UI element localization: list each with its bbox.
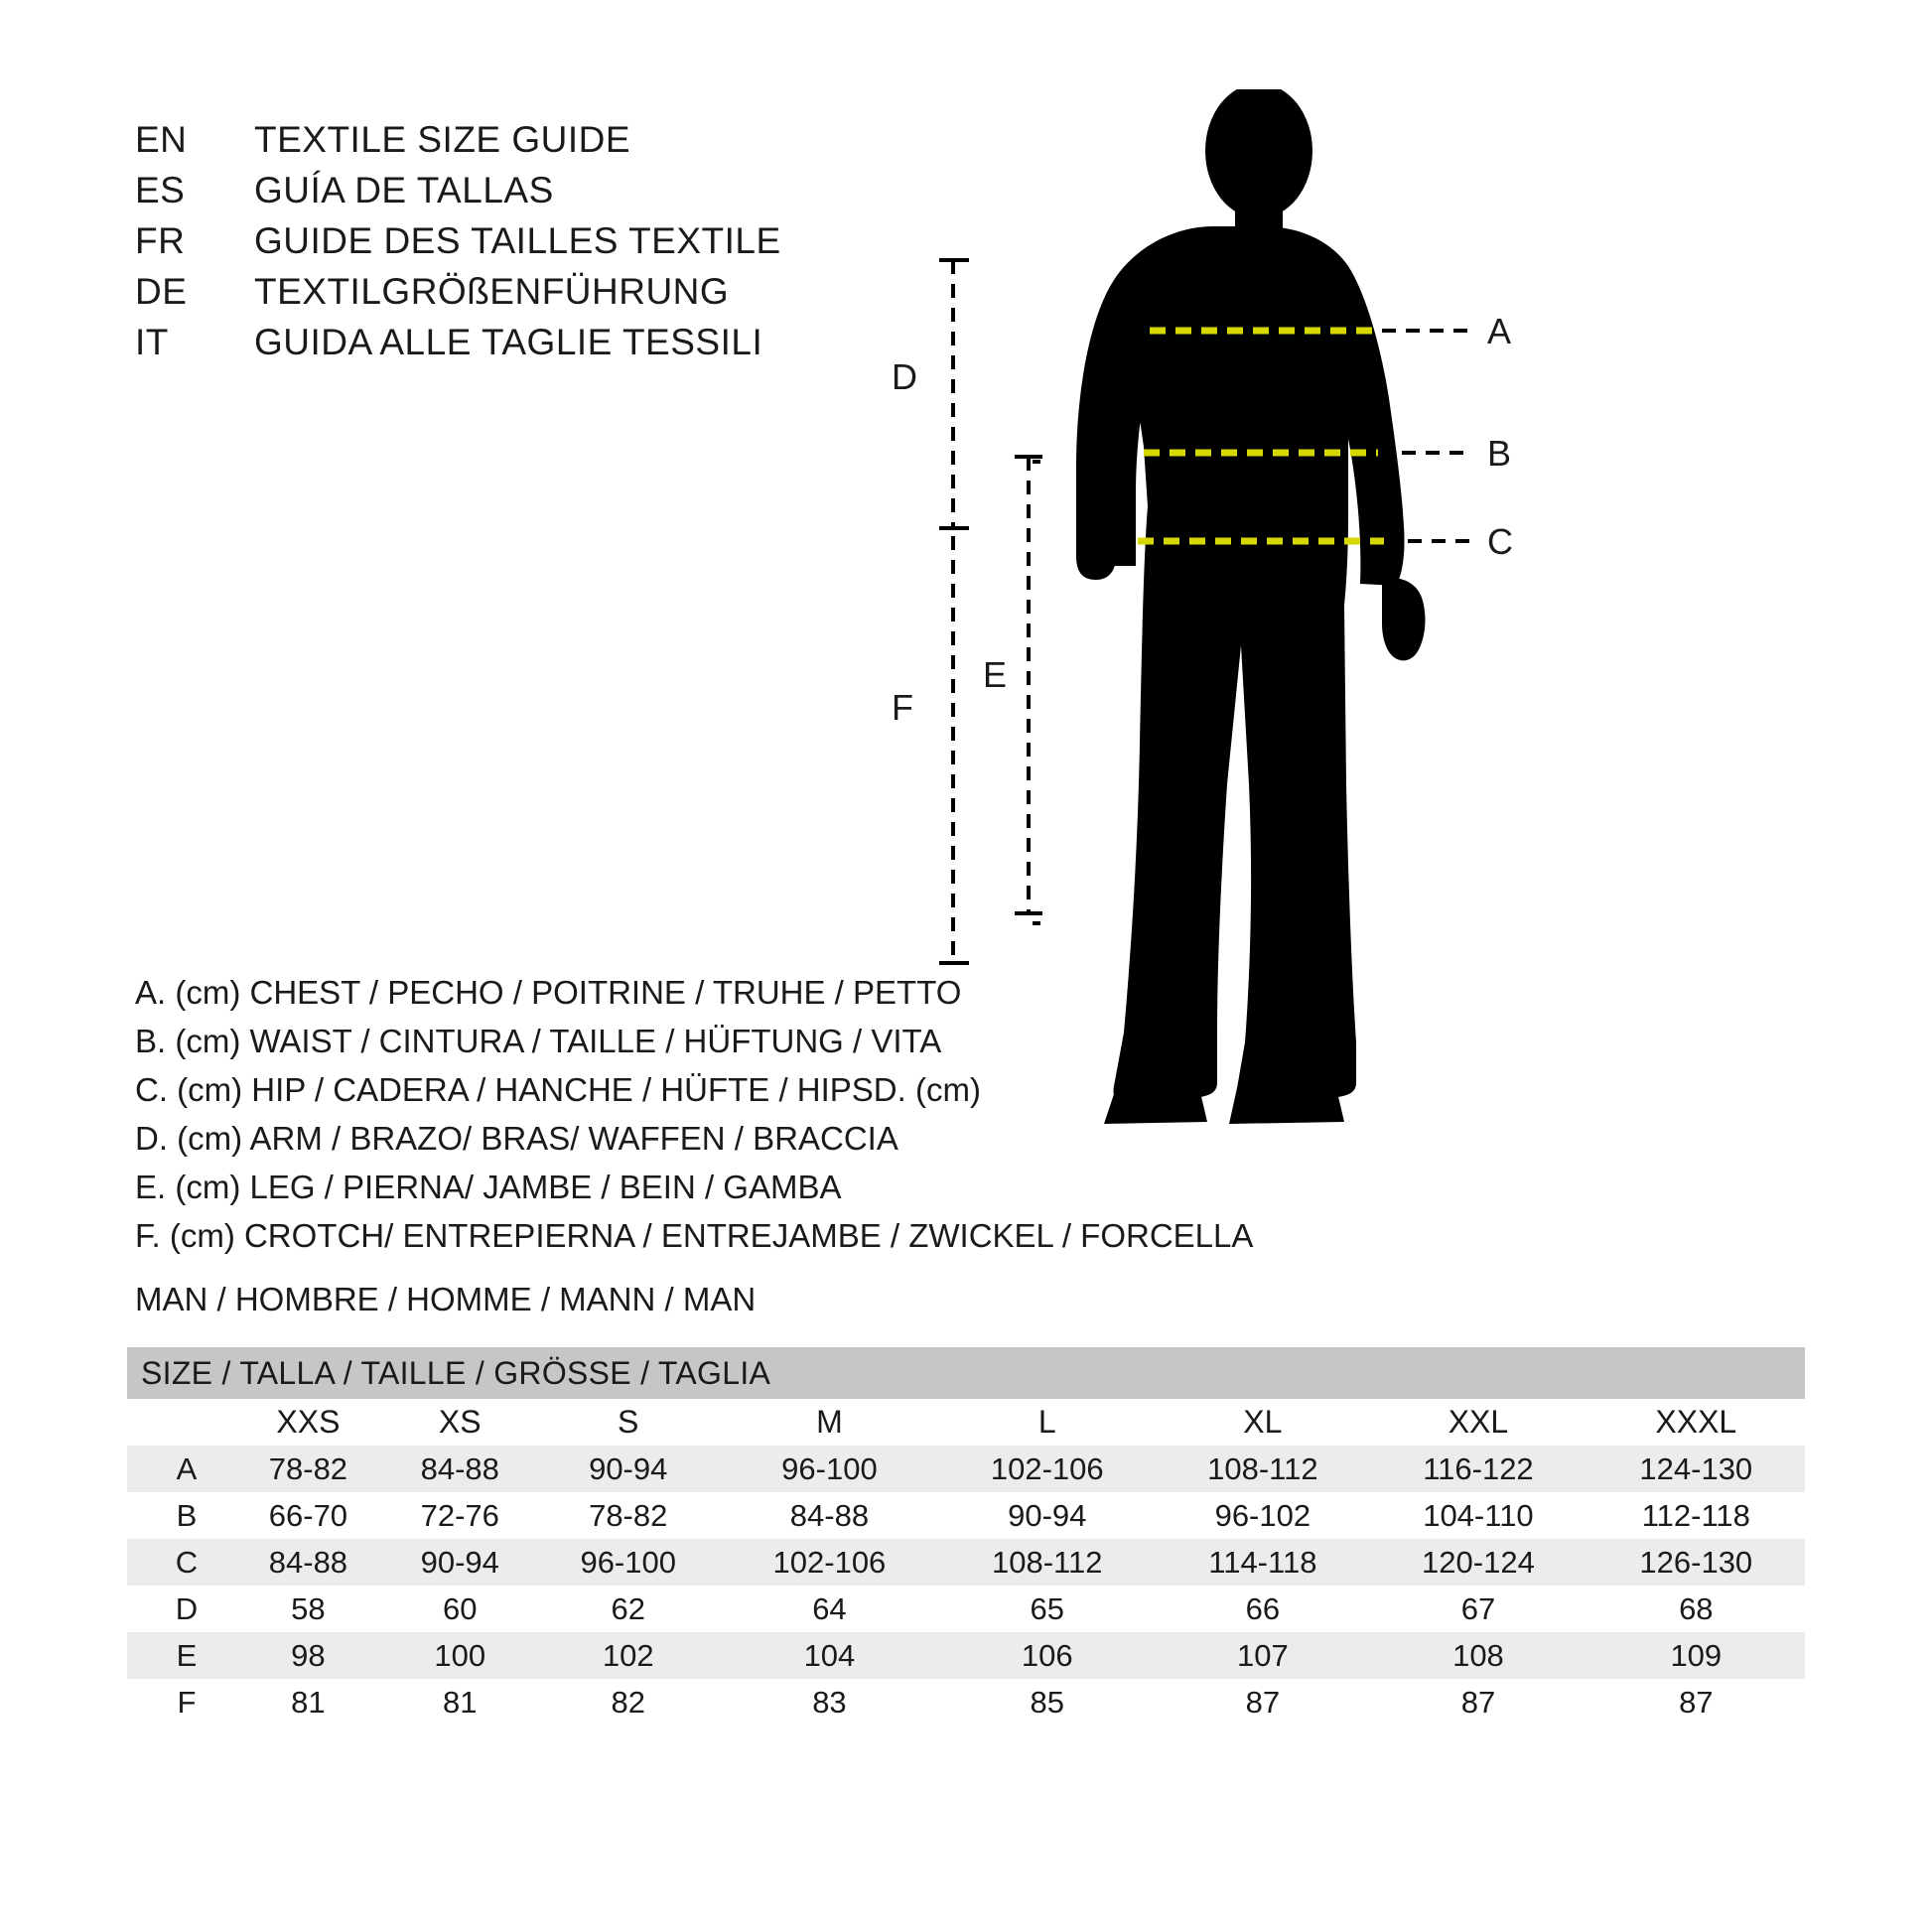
size-table-wrapper [127, 1347, 1805, 1725]
size-diagram [1033, 89, 1896, 1291]
cell-e-xl: 107 [1156, 1632, 1369, 1679]
language-title: GUIDA ALLE TAGLIE TESSILI [254, 322, 763, 362]
row-key-d: D [127, 1586, 232, 1632]
label-f-text: F [892, 687, 913, 728]
cell-f-xxxl: 87 [1587, 1679, 1805, 1725]
dimension-guides [814, 179, 1112, 1191]
cell-b-xs: 72-76 [384, 1492, 536, 1539]
language-code: EN [135, 119, 188, 160]
cell-a-l: 102-106 [938, 1446, 1156, 1492]
size-header-m: M [721, 1399, 938, 1446]
language-row [135, 119, 949, 170]
row-key-e: E [127, 1632, 232, 1679]
gender-label: MAN / HOMBRE / HOMME / MANN / MAN [135, 1281, 757, 1317]
table-row [127, 1446, 1805, 1492]
row-key-f: F [127, 1679, 232, 1725]
cell-e-l: 106 [938, 1632, 1156, 1679]
cell-f-l: 85 [938, 1679, 1156, 1725]
size-header-xl: XL [1156, 1399, 1369, 1446]
row-key-c: C [127, 1539, 232, 1586]
legend-item-d: D. (cm) ARM / BRAZO/ BRAS/ WAFFEN / BRACCIA [135, 1120, 898, 1157]
cell-b-m: 84-88 [721, 1492, 938, 1539]
table-row [127, 1586, 1805, 1632]
cell-c-xl: 114-118 [1156, 1539, 1369, 1586]
cell-a-xxl: 116-122 [1369, 1446, 1587, 1492]
cell-c-xxs: 84-88 [232, 1539, 384, 1586]
cell-d-xl: 66 [1156, 1586, 1369, 1632]
language-title: GUIDE DES TAILLES TEXTILE [254, 220, 781, 261]
size-header-xxxl: XXXL [1587, 1399, 1805, 1446]
language-code: FR [135, 220, 186, 261]
table-band-title-row [127, 1347, 1805, 1399]
size-header-l: L [938, 1399, 1156, 1446]
language-code: ES [135, 170, 186, 210]
table-row [127, 1539, 1805, 1586]
cell-a-xxs: 78-82 [232, 1446, 384, 1492]
cell-f-xl: 87 [1156, 1679, 1369, 1725]
cell-d-l: 65 [938, 1586, 1156, 1632]
row-key-b: B [127, 1492, 232, 1539]
legend-item-f: F. (cm) CROTCH/ ENTREPIERNA / ENTREJAMBE / ZWICKEL / FORCELLA [135, 1217, 1254, 1254]
cell-d-m: 64 [721, 1586, 938, 1632]
table-header-corner [127, 1399, 232, 1446]
cell-e-s: 102 [536, 1632, 721, 1679]
cell-f-s: 82 [536, 1679, 721, 1725]
label-a: A [1487, 311, 1512, 351]
table-row [127, 1492, 1805, 1539]
cell-c-xxl: 120-124 [1369, 1539, 1587, 1586]
cell-b-l: 90-94 [938, 1492, 1156, 1539]
label-c: C [1487, 521, 1513, 562]
cell-a-xxxl: 124-130 [1587, 1446, 1805, 1492]
table-row [127, 1679, 1805, 1725]
cell-b-xxxl: 112-118 [1587, 1492, 1805, 1539]
cell-f-xxl: 87 [1369, 1679, 1587, 1725]
language-title: GUÍA DE TALLAS [254, 170, 554, 210]
table-band-title: SIZE / TALLA / TAILLE / GRÖSSE / TAGLIA [127, 1347, 1805, 1399]
label-b: B [1487, 433, 1512, 474]
legend-item-c: C. (cm) HIP / CADERA / HANCHE / HÜFTE / HIPSD. (cm) [135, 1071, 981, 1108]
cell-d-xxl: 67 [1369, 1586, 1587, 1632]
cell-b-xl: 96-102 [1156, 1492, 1369, 1539]
cell-c-s: 96-100 [536, 1539, 721, 1586]
size-header-xxs: XXS [232, 1399, 384, 1446]
size-header-xs: XS [384, 1399, 536, 1446]
cell-b-xxs: 66-70 [232, 1492, 384, 1539]
cell-b-xxl: 104-110 [1369, 1492, 1587, 1539]
language-title: TEXTILE SIZE GUIDE [254, 119, 631, 160]
cell-b-s: 78-82 [536, 1492, 721, 1539]
size-header-s: S [536, 1399, 721, 1446]
cell-c-xxxl: 126-130 [1587, 1539, 1805, 1586]
row-key-a: A [127, 1446, 232, 1492]
cell-d-s: 62 [536, 1586, 721, 1632]
man-silhouette-icon [1076, 89, 1425, 1124]
cell-e-m: 104 [721, 1632, 938, 1679]
cell-e-xxl: 108 [1369, 1632, 1587, 1679]
language-code: IT [135, 322, 169, 362]
size-table [127, 1347, 1805, 1725]
legend-item-a: A. (cm) CHEST / PECHO / POITRINE / TRUHE / PETTO [135, 974, 962, 1011]
language-code: DE [135, 271, 188, 312]
label-d-text: D [892, 356, 917, 397]
cell-f-xxs: 81 [232, 1679, 384, 1725]
legend-item-e: E. (cm) LEG / PIERNA/ JAMBE / BEIN / GAMBA [135, 1169, 842, 1205]
cell-d-xxs: 58 [232, 1586, 384, 1632]
cell-a-s: 90-94 [536, 1446, 721, 1492]
cell-d-xs: 60 [384, 1586, 536, 1632]
cell-e-xxs: 98 [232, 1632, 384, 1679]
size-header-xxl: XXL [1369, 1399, 1587, 1446]
cell-c-xs: 90-94 [384, 1539, 536, 1586]
language-title: TEXTILGRÖßENFÜHRUNG [254, 271, 730, 312]
cell-f-xs: 81 [384, 1679, 536, 1725]
label-e-text: E [983, 654, 1008, 695]
cell-a-xl: 108-112 [1156, 1446, 1369, 1492]
cell-e-xxxl: 109 [1587, 1632, 1805, 1679]
cell-e-xs: 100 [384, 1632, 536, 1679]
cell-d-xxxl: 68 [1587, 1586, 1805, 1632]
table-row [127, 1632, 1805, 1679]
cell-a-xs: 84-88 [384, 1446, 536, 1492]
cell-c-m: 102-106 [721, 1539, 938, 1586]
table-header-row [127, 1399, 1805, 1446]
cell-c-l: 108-112 [938, 1539, 1156, 1586]
cell-f-m: 83 [721, 1679, 938, 1725]
cell-a-m: 96-100 [721, 1446, 938, 1492]
legend-item-b: B. (cm) WAIST / CINTURA / TAILLE / HÜFTUNG / VITA [135, 1023, 942, 1059]
